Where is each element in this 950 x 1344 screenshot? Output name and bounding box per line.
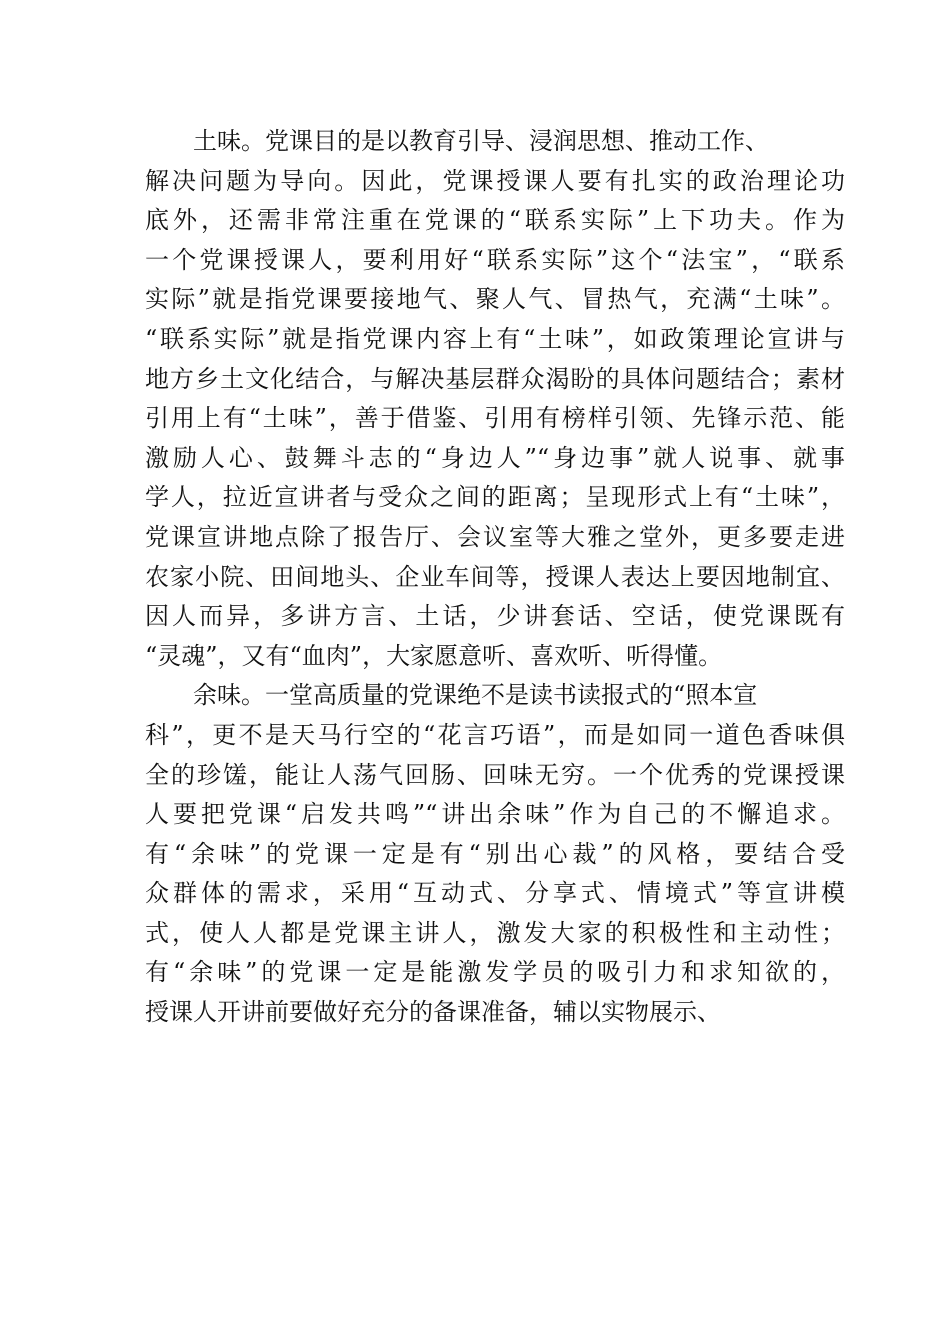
paragraph-2-line-2: 科”，更不是天马行空的“花言巧语”，而是如同一道色香味俱 [145, 720, 845, 749]
paragraph-1-line-2: 解决问题为导向。因此，党课授课人要有扎实的政治理论功 [145, 166, 845, 195]
paragraph-2-line-5: 有“余味”的党课一定是有“别出心裁”的风格，要结合受 [145, 839, 845, 868]
paragraph-1-line-3: 底外，还需非常注重在党课的“联系实际”上下功夫。作为 [145, 206, 845, 235]
paragraph-2-line-3: 全的珍馐，能让人荡气回肠、回味无穷。一个优秀的党课授课 [145, 760, 845, 789]
paragraph-2-line-9: 授课人开讲前要做好充分的备课准备，辅以实物展示、 [145, 998, 721, 1027]
paragraph-2-line-4: 人要把党课“启发共鸣”“讲出余味”作为自己的不懈追求。 [145, 800, 845, 829]
paragraph-1-line-10: 学人，拉近宣讲者与受众之间的距离；呈现形式上有“土味”， [145, 483, 845, 512]
paragraph-1-line-4: 一个党课授课人，要利用好“联系实际”这个“法宝”，“联系 [145, 245, 845, 274]
paragraph-2-line-8: 有“余味”的党课一定是能激发学员的吸引力和求知欲的， [145, 958, 845, 987]
paragraph-1-line-14: “灵魂”，又有“血肉”，大家愿意听、喜欢听、听得懂。 [145, 641, 723, 670]
paragraph-1-line-13: 因人而异，多讲方言、土话，少讲套话、空话，使党课既有 [145, 602, 845, 631]
paragraph-1-line-1: 土味。党课目的是以教育引导、浸润思想、推动工作、 [193, 127, 769, 155]
paragraph-1-line-9: 激励人心、鼓舞斗志的“身边人”“身边事”就人说事、就事 [145, 443, 845, 472]
paragraph-1-line-11: 党课宣讲地点除了报告厅、会议室等大雅之堂外，更多要走进 [145, 522, 845, 551]
paragraph-1-line-5: 实际”就是指党课要接地气、聚人气、冒热气，充满“土味”。 [145, 285, 845, 314]
paragraph-1-line-7: 地方乡土文化结合，与解决基层群众渴盼的具体问题结合；素材 [145, 364, 845, 393]
paragraph-1-line-8: 引用上有“土味”，善于借鉴、引用有榜样引领、先锋示范、能 [145, 404, 845, 433]
document-body [145, 122, 845, 1033]
paragraph-2-line-1: 余味。一堂高质量的党课绝不是读书读报式的“照本宣 [193, 681, 758, 710]
paragraph-1-line-12: 农家小院、田间地头、企业车间等，授课人表达上要因地制宜、 [145, 562, 845, 591]
paragraph-2-line-7: 式，使人人都是党课主讲人，激发大家的积极性和主动性； [145, 918, 845, 947]
paragraph-1-line-6: “联系实际”就是指党课内容上有“土味”，如政策理论宣讲与 [145, 324, 845, 353]
paragraph-2-line-6: 众群体的需求，采用“互动式、分享式、情境式”等宣讲模 [145, 879, 845, 908]
